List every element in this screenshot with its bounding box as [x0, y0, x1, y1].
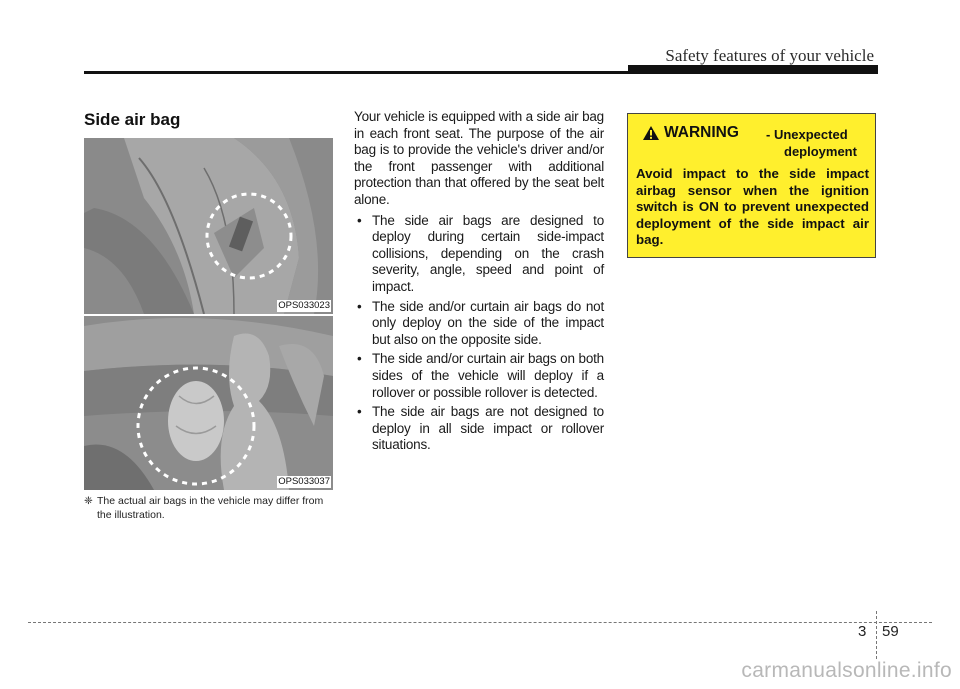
note-text: The actual air bags in the vehicle may differ from the illustration. — [97, 495, 324, 521]
watermark: carmanualsonline.info — [741, 659, 952, 682]
section-title: Side air bag — [84, 110, 181, 129]
page-number: 59 — [882, 623, 899, 640]
deployment-illustration — [84, 316, 333, 490]
warning-subtitle-cont: deployment — [784, 144, 857, 159]
footer-rule — [28, 622, 932, 623]
list-item: • The side air bags are not designed to deploy in all side impact or rollover situations. — [357, 404, 604, 453]
airbag-deployment-figure — [84, 316, 333, 490]
chapter-number: 3 — [858, 623, 867, 640]
intro-paragraph: Your vehicle is equipped with a side air bag in each front seat. The purpose of the air bag is to provide the vehicle's driver and/or the front passenger with additional protection than that offered by the seat belt alone. — [354, 109, 604, 207]
list-item: • The side air bags are designed to deploy during certain side-impact collisions, depending on the crash severity, angle, speed and point of impact. — [357, 212, 604, 294]
warning-triangle-icon — [642, 125, 660, 141]
header-rule — [84, 71, 878, 74]
warning-box — [627, 113, 876, 258]
seat-illustration — [84, 138, 333, 314]
page-number-separator — [876, 611, 877, 659]
bullet-list — [354, 213, 604, 454]
list-item: • The side and/or curtain air bags do not only deploy on the side of the impact but also on the opposite side. — [357, 298, 604, 347]
header-title: Safety features of your vehicle — [665, 46, 874, 65]
figure-note — [84, 494, 336, 522]
seat-airbag-figure — [84, 138, 333, 314]
warning-subtitle: - Unexpected — [766, 127, 848, 142]
figure-code: OPS033037 — [278, 476, 330, 487]
figure-code: OPS033023 — [278, 300, 330, 311]
body-text-column — [354, 109, 604, 457]
list-item: • The side and/or curtain air bags on both sides of the vehicle will deploy if a rollover or possible rollover is detected. — [357, 351, 604, 400]
note-symbol: ❈ — [84, 495, 93, 507]
warning-body: Avoid impact to the side impact airbag sensor when the ignition switch is ON to prevent unexpected deployment of the side impact air bag. — [636, 166, 869, 247]
warning-title: WARNING — [664, 124, 739, 141]
